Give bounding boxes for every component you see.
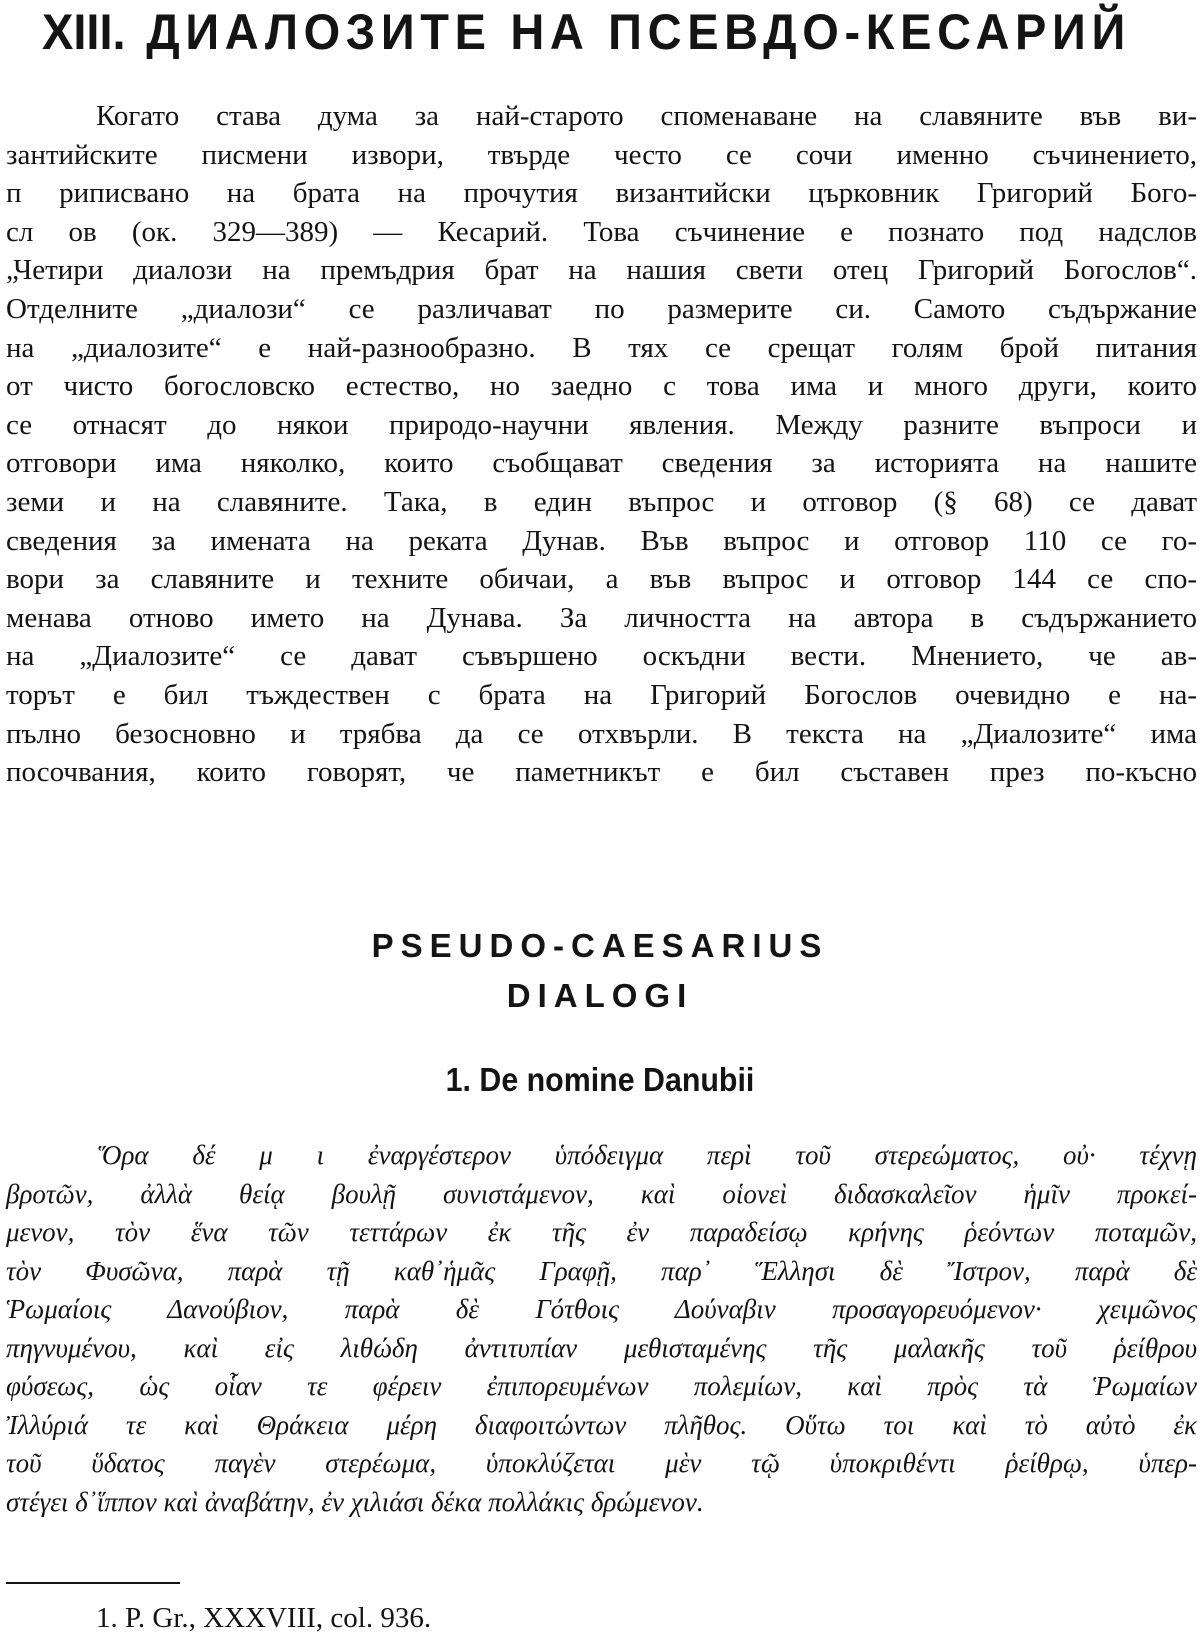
greek-line: τοῦ ὕδατος παγὲν στερέωμα, ὑποκλύζεται μὲν τῷ ὑποκριθέντι ῥείθρῳ, ὑπερ- <box>6 1448 1197 1478</box>
greek-line: Ὅρα δέ μ ι ἐναργέστερον ὑπόδειγμα περὶ τοῦ στερεώματος, οὐ· τέχνῃ <box>98 1140 1197 1170</box>
latin-title-line-1: PSEUDO-CAESARIUS <box>371 927 829 964</box>
greek-line: βροτῶν, ἀλλὰ θείᾳ βουλῇ συνιστάμενον, καὶ οἱονεὶ διδασκαλεῖον ἡμῖν προκεί- <box>6 1178 1197 1209</box>
intro-line: на „Диалозите“ се дават съвършено оскъдни вести. Мнението, че ав- <box>6 640 1197 673</box>
intro-line: торът е бил тъждествен с брата на Григорий Богослов очевидно е на- <box>6 678 1197 711</box>
section-heading: 1. De nomine Danubii <box>445 1061 755 1098</box>
intro-line: се отнасят до някои природо-научни явления. Между разните въпроси и <box>6 408 1197 441</box>
greek-line: μενον, τὸν ἕνα τῶν τεττάρων ἐκ τῆς ἐν παραδείσῳ κρήνης ῥεόντων ποταμῶν, <box>6 1217 1197 1247</box>
intro-line: зантийските писмени извори, твърде често се сочи именно съчинението, <box>6 138 1197 171</box>
chapter-title-text: ДИАЛОЗИТЕ НА ПСЕВДО-КЕСАРИЙ <box>146 4 1131 60</box>
chapter-number: XIII. <box>42 4 126 60</box>
intro-line: вори за славяните и техните обичаи, а във въпрос и отговор 144 се спо- <box>6 563 1197 596</box>
chapter-title <box>42 2 1131 62</box>
footnote: 1. P. Gr., XXXVIII, col. 936. <box>96 1602 432 1634</box>
intro-line: земи и на славяните. Така, в един въпрос и отговор (§ 68) се дават <box>6 485 1197 518</box>
footnote-divider <box>6 1582 180 1584</box>
intro-line: посочвания, които говорят, че паметникът е бил съставен през по-късно <box>6 756 1197 789</box>
intro-paragraph <box>6 97 1197 792</box>
intro-line: „Четири диалози на премъдрия брат на нашия свети отец Григорий Богослов“. <box>6 254 1197 287</box>
greek-line: φύσεως, ὡς οἷαν τε φέρειν ἐπιπορευμένων πολεμίων, καὶ πρὸς τὰ Ῥωμαίων <box>6 1371 1197 1401</box>
latin-title-line-2: DIALOGI <box>506 977 694 1014</box>
greek-line: Ἰλλύριά τε καὶ Θράκεια μέρη διαφοιτώντων πλῆθος. Οὕτω τοι καὶ τὸ αὐτὸ ἐκ <box>6 1409 1197 1440</box>
intro-line: пълно безосновно и трябва да се отхвърли. В текста на „Диалозите“ има <box>6 717 1197 750</box>
intro-line: менава отново името на Дунава. За личността на автора в съдържанието <box>6 601 1197 634</box>
intro-line: отговори има няколко, които съобщават сведения за историята на нашите <box>6 447 1197 480</box>
intro-line: п риписвано на брата на прочутия византийски църковник Григорий Бого- <box>6 177 1197 210</box>
intro-line: сведения за имената на реката Дунав. Във въпрос и отговор 110 се го- <box>6 524 1197 557</box>
intro-line: Когато става дума за най-старото споменаване на славяните във ви- <box>96 100 1197 132</box>
greek-line: στέγει δ᾿ἵππον καὶ ἀναβάτην, ἐν χιλιάσι δέκα πολλάκις δρώμενον. <box>6 1486 704 1517</box>
intro-line: Отделните „диалози“ се различават по размерите си. Самото съдържание <box>6 292 1197 325</box>
intro-line: на „диалозите“ е най-разнообразно. В тях се срещат голям брой питания <box>6 331 1197 364</box>
intro-line: сл ов (ок. 329—389) — Кесарий. Това съчинение е познато под надслов <box>6 215 1197 248</box>
greek-line: Ῥωμαίοις Δανούβιον, παρὰ δὲ Γότθοις Δούναβιν προσαγορευόμενον· χειμῶνος <box>6 1294 1197 1324</box>
greek-passage <box>6 1136 1197 1521</box>
greek-line: τὸν Φυσῶνα, παρὰ τῇ καθ᾿ἡμᾶς Γραφῇ, παρ᾿ Ἕλλησι δὲ Ἴστρον, παρὰ δὲ <box>6 1255 1197 1286</box>
intro-line: от чисто богословско естество, но заедно с това има и много други, които <box>6 370 1197 403</box>
greek-line: πηγνυμένου, καὶ εἰς λιθώδη ἀντιτυπίαν μεθισταμένης τῆς μαλακῆς τοῦ ῥείθρου <box>6 1332 1197 1363</box>
